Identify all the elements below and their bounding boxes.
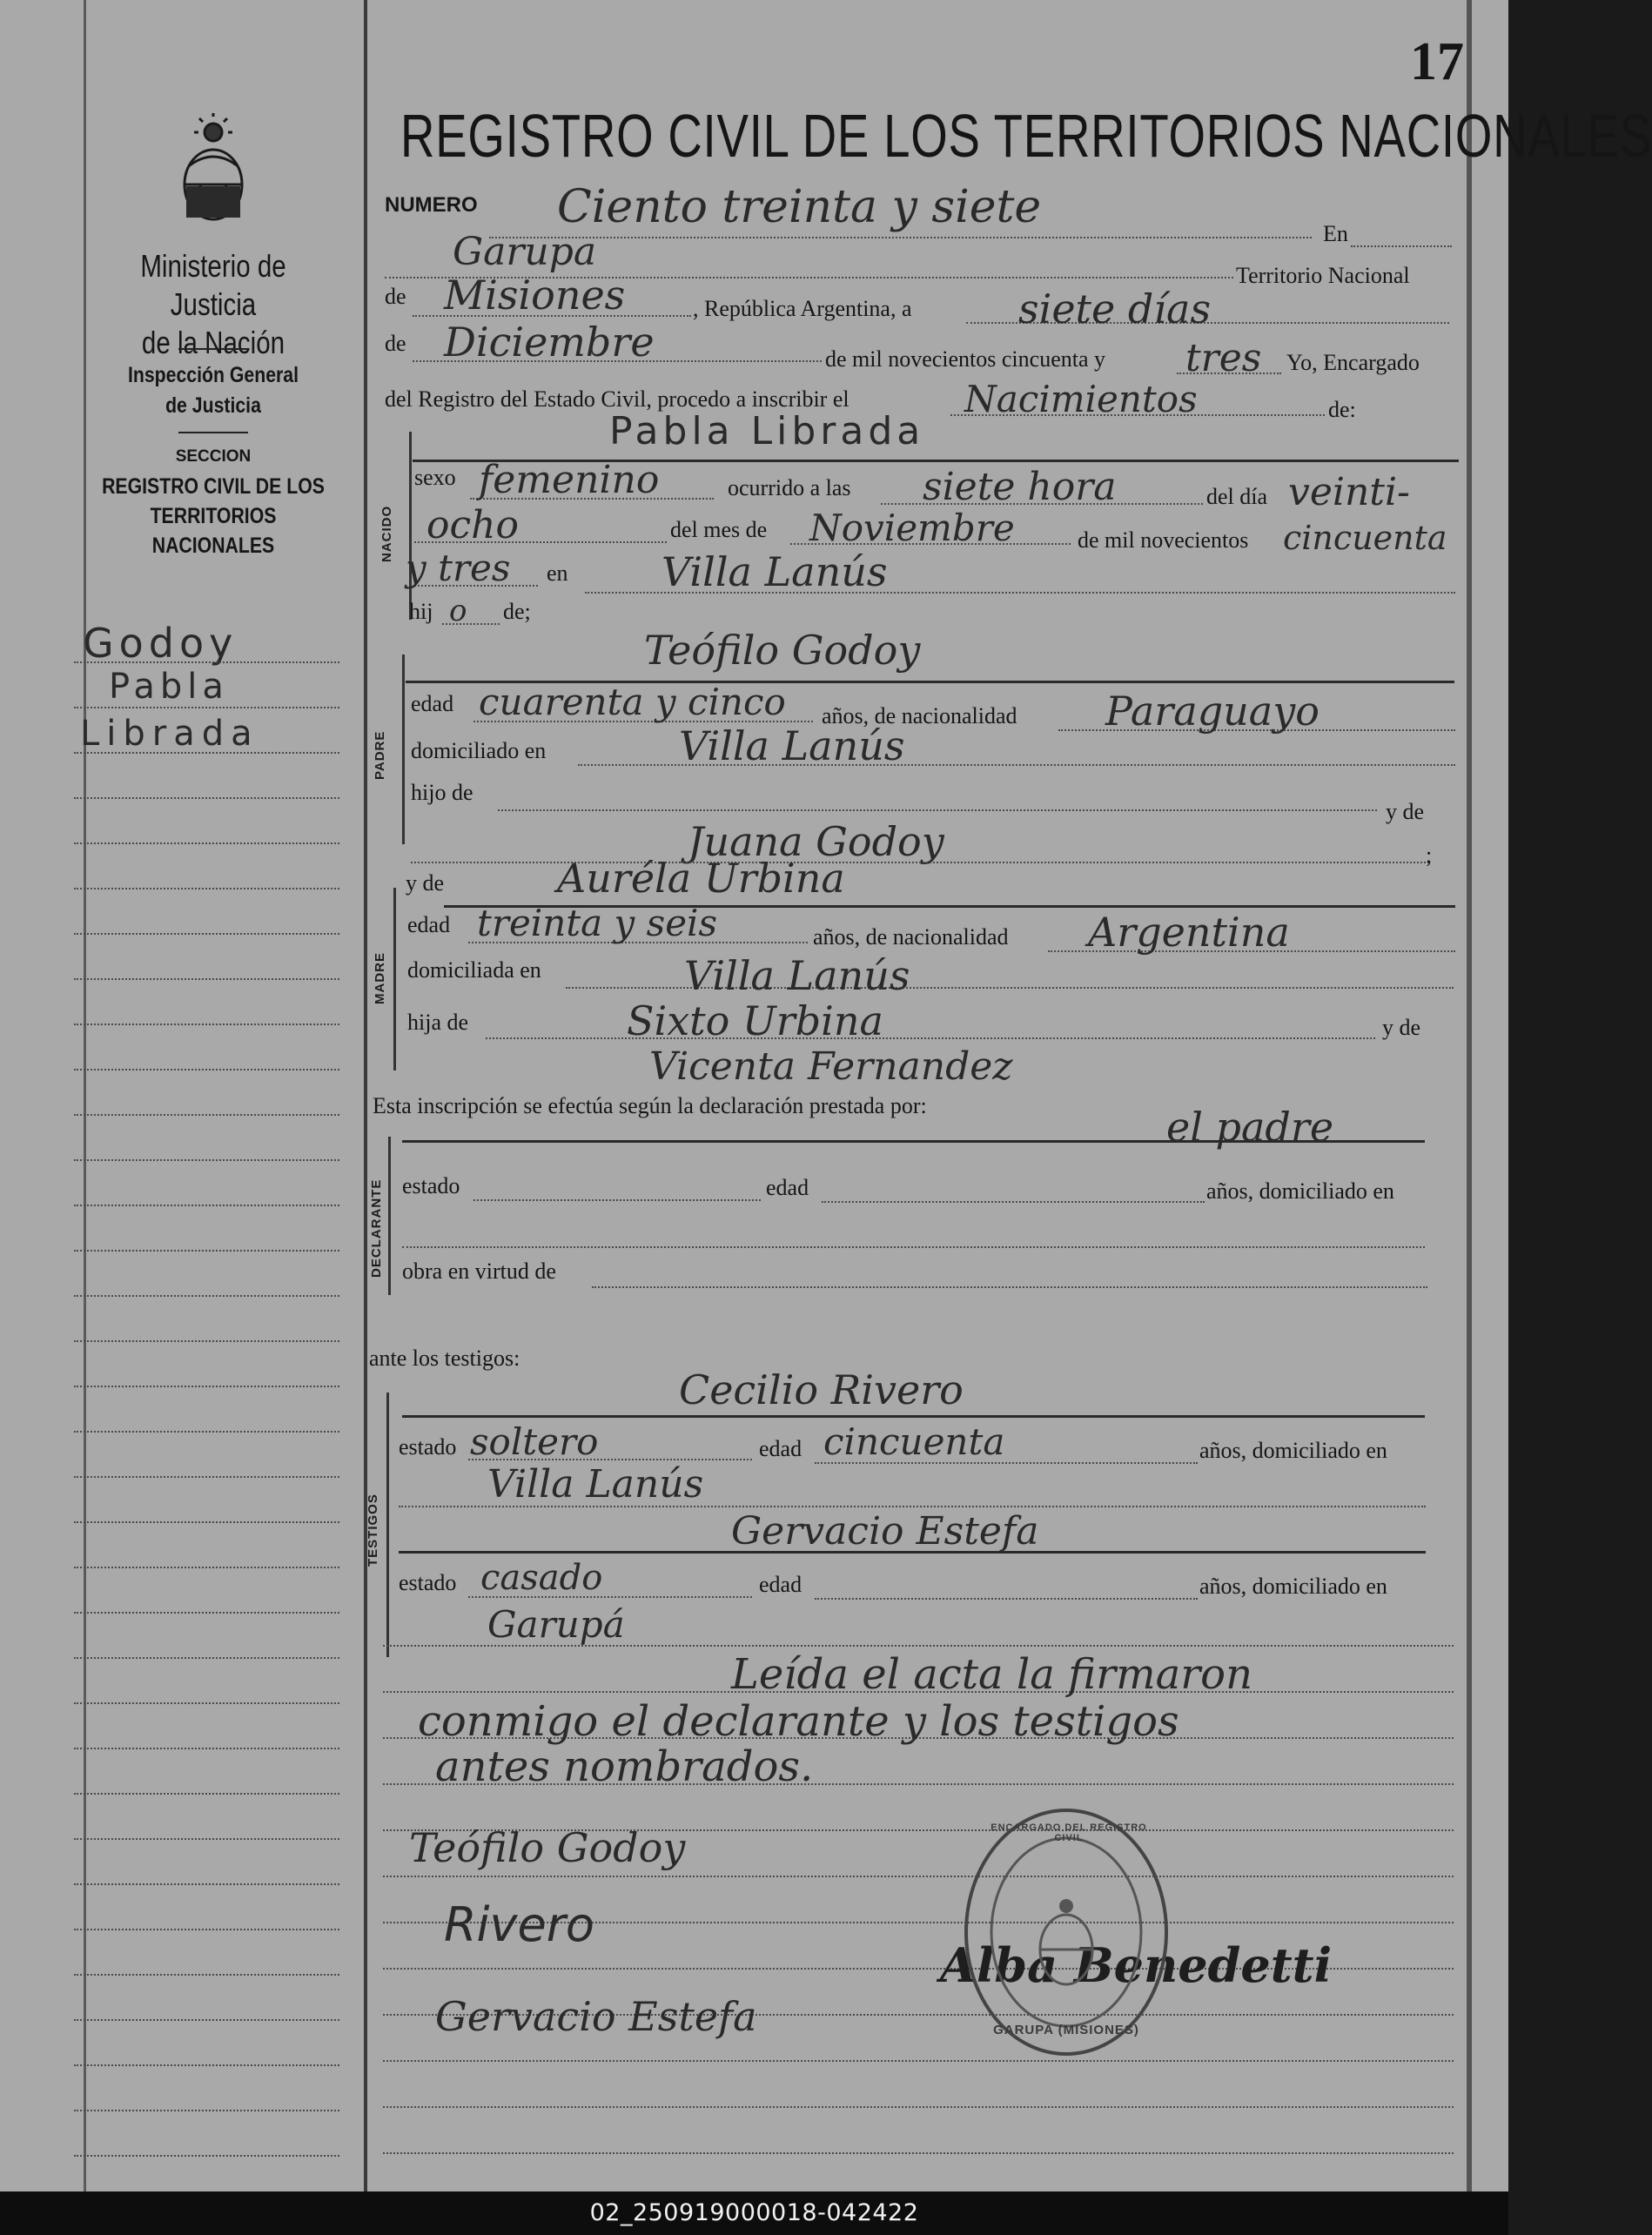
label-edad-padre: edad xyxy=(411,691,454,716)
label-numero: NUMERO xyxy=(385,193,478,217)
brace-padre xyxy=(402,654,405,844)
line-numero xyxy=(489,237,1312,238)
margin-rule xyxy=(74,2155,339,2157)
line-edad-dec xyxy=(822,1201,1205,1203)
hw-tipo: Nacimientos xyxy=(964,378,1198,420)
side-label-nacido: NACIDO xyxy=(379,505,394,562)
hw-abuelo-m: Sixto Urbina xyxy=(627,997,883,1044)
label-edad-madre: edad xyxy=(407,912,451,937)
signature-padre: Teófilo Godoy xyxy=(409,1824,686,1871)
margin-rule xyxy=(74,1386,339,1387)
margin-rule xyxy=(74,661,339,663)
margin-note-line-2: Pabla xyxy=(109,667,229,707)
hw-territorio: Misiones xyxy=(444,272,626,319)
label-edad-t2: edad xyxy=(759,1572,802,1597)
margin-rule xyxy=(74,1883,339,1885)
section-line-2: TERRITORIOS NACIONALES xyxy=(150,504,277,558)
hw-anio-nac-1: cincuenta xyxy=(1283,519,1447,557)
margin-rule xyxy=(74,1567,339,1568)
inspection-general xyxy=(91,360,336,421)
side-label-madre: MADRE xyxy=(373,952,387,1004)
margin-rule xyxy=(74,1205,339,1206)
label-de-colon: de: xyxy=(1328,397,1356,422)
hw-lugar: Garupa xyxy=(453,230,597,274)
hw-padre: Teófilo Godoy xyxy=(644,627,921,674)
section-line-1: REGISTRO CIVIL DE LOS xyxy=(102,474,325,499)
line-hijo-de xyxy=(498,809,1377,811)
margin-rule xyxy=(74,797,339,799)
label-esta: Esta inscripción se efectúa según la declaración prestada por: xyxy=(373,1093,927,1118)
hw-cierre-3: antes nombrados. xyxy=(435,1742,814,1791)
hw-abuela-m: Vicenta Fernandez xyxy=(649,1044,1013,1089)
hw-madre: Auréla Urbina xyxy=(557,855,845,902)
hw-hora: siete hora xyxy=(923,465,1117,509)
hw-testigo2-dom: Garupá xyxy=(487,1603,625,1646)
hw-testigo2-estado: casado xyxy=(480,1558,603,1598)
brace-testigos xyxy=(386,1393,389,1657)
signature-testigo1: Rivero xyxy=(444,1897,594,1952)
label-de-mil: de mil novecientos cincuenta y xyxy=(825,346,1106,372)
hw-anio: tres xyxy=(1185,336,1262,380)
margin-rule xyxy=(74,1114,339,1116)
margin-rule xyxy=(74,1159,339,1161)
margin-rule xyxy=(74,752,339,754)
hw-nombre: Pabla Librada xyxy=(609,409,925,453)
hw-hijo-o: o xyxy=(449,594,467,628)
margin-rule xyxy=(74,2110,339,2111)
label-yo: Yo, Encargado xyxy=(1286,350,1420,375)
margin-rule xyxy=(74,1431,339,1433)
margin-rule xyxy=(74,1657,339,1659)
margin-rule xyxy=(74,1521,339,1523)
label-hijo-de: hijo de xyxy=(411,780,473,805)
hw-declarante: el padre xyxy=(1166,1104,1334,1151)
ministry-name xyxy=(96,247,332,362)
label-sexo: sexo xyxy=(414,465,456,490)
label-de-semi: de; xyxy=(503,599,531,624)
rule-testigo2 xyxy=(399,1551,1426,1554)
hw-madre-nac: Argentina xyxy=(1088,909,1290,956)
margin-rule xyxy=(74,1838,339,1840)
line-dom-t1 xyxy=(399,1506,1426,1507)
label-en: En xyxy=(1323,221,1348,246)
margin-rule xyxy=(74,1250,339,1252)
stamp-text: ENCARGADO DEL REGISTRO CIVIL xyxy=(991,1822,1147,1843)
label-y-de-1: y de xyxy=(1386,799,1425,824)
line-dom-dec xyxy=(402,1246,1425,1248)
margin-rule xyxy=(74,1974,339,1976)
hw-cierre-2: conmigo el declarante y los testigos xyxy=(418,1697,1179,1746)
hw-dia-nac-2: ocho xyxy=(426,503,519,547)
hw-dia: siete días xyxy=(1018,285,1212,332)
hw-madre-edad: treinta y seis xyxy=(477,902,718,944)
label-de-1: de xyxy=(385,284,406,309)
label-y-de-3: y de xyxy=(1382,1015,1421,1040)
hw-testigo1: Cecilio Rivero xyxy=(679,1366,964,1413)
hw-testigo2: Gervacio Estefa xyxy=(731,1509,1039,1554)
ministry-line-2: de la Nación xyxy=(141,325,285,360)
label-edad-t1: edad xyxy=(759,1436,802,1461)
label-hija-de: hija de xyxy=(407,1010,469,1035)
hw-sexo: femenino xyxy=(479,458,660,502)
side-label-testigos: TESTIGOS xyxy=(366,1493,380,1567)
label-estado-dec: estado xyxy=(402,1173,460,1198)
margin-rule xyxy=(74,1748,339,1749)
hw-abuela-p: Juana Godoy xyxy=(688,818,944,865)
hw-mes: Diciembre xyxy=(444,319,655,366)
hw-numero: Ciento treinta y siete xyxy=(557,181,1042,233)
line-en xyxy=(1351,245,1452,247)
line-edad-t2 xyxy=(815,1598,1198,1600)
brace-nacido xyxy=(409,432,412,620)
label-anos-dom-t2: años, domiciliado en xyxy=(1199,1574,1387,1599)
label-domiciliada: domiciliada en xyxy=(407,957,541,983)
left-separator-1 xyxy=(178,348,248,350)
hw-testigo1-dom: Villa Lanús xyxy=(487,1462,704,1507)
rule-declarante xyxy=(402,1140,1425,1143)
label-hijo: hij xyxy=(409,599,433,624)
column-divider xyxy=(364,0,367,2191)
document-title: REGISTRO CIVIL DE LOS TERRITORIOS NACIONALES xyxy=(400,102,1652,170)
hw-padre-dom: Villa Lanús xyxy=(679,722,905,769)
margin-rule xyxy=(74,1793,339,1795)
brace-declarante xyxy=(388,1137,391,1295)
margin-rule xyxy=(74,1476,339,1478)
label-semicolon: ; xyxy=(1426,842,1433,868)
body-rule xyxy=(383,1876,1454,1877)
right-edge xyxy=(1467,0,1472,2191)
label-edad-dec: edad xyxy=(766,1175,809,1200)
margin-rule xyxy=(74,978,339,980)
margin-rule xyxy=(74,1612,339,1614)
margin-rule xyxy=(74,1702,339,1704)
label-en-2: en xyxy=(547,560,568,586)
page-number: 17 xyxy=(1410,32,1464,91)
signature-testigo2: Gervacio Estefa xyxy=(435,1993,757,2040)
hw-madre-dom: Villa Lanús xyxy=(684,952,910,999)
section-name xyxy=(91,472,336,560)
rule-testigo1 xyxy=(402,1415,1425,1418)
ministry-line-1: Ministerio de Justicia xyxy=(140,248,286,322)
image-filename-footer: 02_250919000018-042422 xyxy=(0,2191,1508,2235)
label-anos-nac-padre: años, de nacionalidad xyxy=(822,703,1017,728)
left-separator-2 xyxy=(178,432,248,433)
margin-rule xyxy=(74,1929,339,1930)
section-label: SECCION xyxy=(175,447,252,466)
label-anos-dom-t1: años, domiciliado en xyxy=(1199,1438,1387,1463)
left-margin-line xyxy=(84,0,86,2191)
hw-testigo1-edad: cincuenta xyxy=(823,1420,1005,1463)
inspection-line-1: Inspección General xyxy=(127,363,299,387)
signature-encargado: Alba Benedetti xyxy=(940,1937,1333,1993)
margin-rule xyxy=(74,842,339,844)
label-anos-dom-dec: años, domiciliado en xyxy=(1206,1178,1394,1204)
label-estado-t2: estado xyxy=(399,1570,457,1595)
inspection-line-2: de Justicia xyxy=(165,393,261,418)
line-obra xyxy=(592,1286,1427,1288)
line-estado-dec xyxy=(473,1199,761,1201)
margin-rule xyxy=(74,1024,339,1025)
side-label-declarante: DECLARANTE xyxy=(369,1178,384,1278)
label-ante: ante los testigos: xyxy=(369,1346,520,1371)
margin-rule xyxy=(74,707,339,708)
margin-rule xyxy=(74,1069,339,1071)
body-rule xyxy=(383,2060,1454,2062)
coat-of-arms-icon xyxy=(174,113,252,226)
hw-lugar-nac: Villa Lanús xyxy=(661,548,888,595)
margin-rule xyxy=(74,2019,339,2021)
label-anos-nac-madre: años, de nacionalidad xyxy=(813,924,1009,950)
label-del-dia: del día xyxy=(1206,484,1268,509)
label-de-2: de xyxy=(385,331,406,356)
label-y-de-2: y de xyxy=(406,870,445,896)
label-republica: , República Argentina, a xyxy=(693,296,912,321)
label-de-mil-2: de mil novecientos xyxy=(1078,527,1249,553)
hw-mes-nac: Noviembre xyxy=(809,507,1015,549)
stamp-bottom: GARUPA (MISIONES) xyxy=(993,2023,1139,2037)
hw-padre-edad: cuarenta y cinco xyxy=(479,681,786,723)
body-rule xyxy=(383,1645,1454,1647)
line-hija-de xyxy=(486,1037,1375,1039)
margin-rule xyxy=(74,888,339,889)
label-estado-t1: estado xyxy=(399,1434,457,1460)
margin-note-line-3: Librada xyxy=(80,714,259,754)
hw-cierre-1: Leída el acta la firmaron xyxy=(731,1650,1252,1699)
margin-rule xyxy=(74,1295,339,1297)
official-stamp xyxy=(957,1802,1175,2063)
label-territorio: Territorio Nacional xyxy=(1236,263,1410,288)
label-del-mes: del mes de xyxy=(670,517,768,542)
body-rule xyxy=(383,2152,1454,2154)
hw-padre-nac: Paraguayo xyxy=(1105,688,1320,735)
margin-rule xyxy=(74,2064,339,2066)
brace-madre xyxy=(393,888,396,1071)
label-ocurrido: ocurrido a las xyxy=(728,475,851,500)
margin-note-line-1: Godoy xyxy=(83,620,238,667)
margin-rule xyxy=(74,1340,339,1342)
hw-dia-nac-1: veinti- xyxy=(1288,470,1410,514)
label-del-registro: del Registro del Estado Civil, procedo a inscribir el xyxy=(385,386,850,412)
side-label-padre: PADRE xyxy=(373,730,387,780)
body-rule xyxy=(383,2106,1454,2108)
hw-testigo1-estado: soltero xyxy=(470,1420,599,1463)
hw-anio-nac-2: y tres xyxy=(406,547,511,589)
label-obra: obra en virtud de xyxy=(402,1258,556,1284)
margin-rule xyxy=(74,933,339,935)
label-domiciliado-padre: domiciliado en xyxy=(411,738,547,763)
